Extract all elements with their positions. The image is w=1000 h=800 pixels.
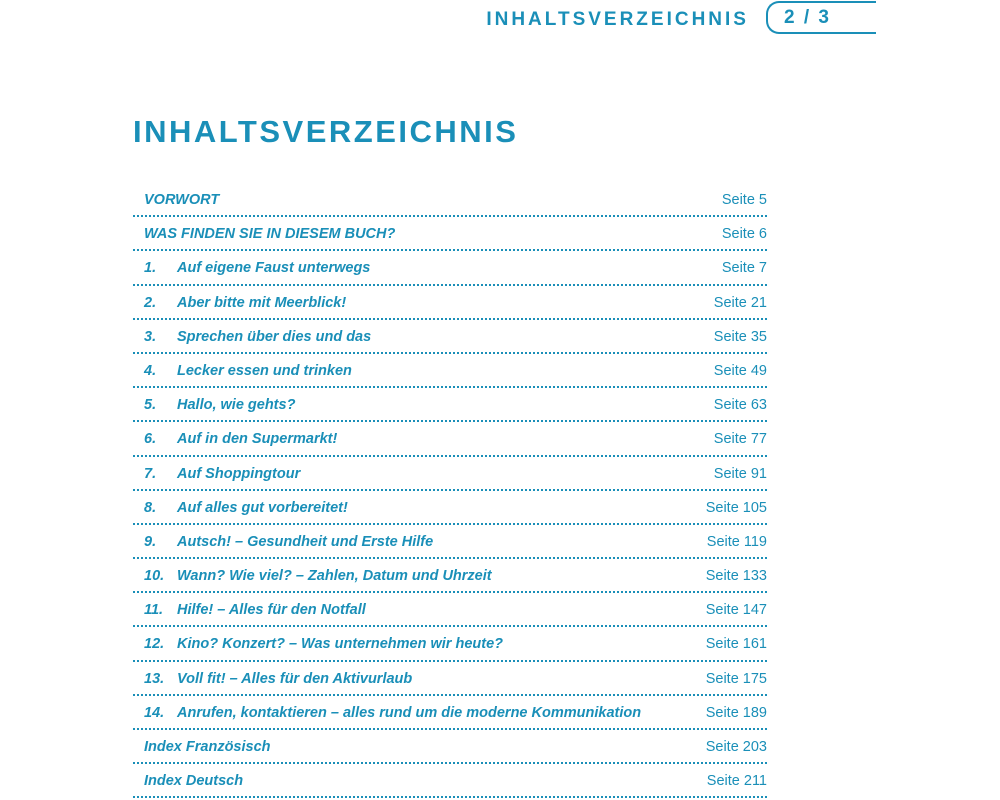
toc-entry[interactable]	[133, 525, 767, 559]
toc-entry[interactable]	[133, 764, 767, 798]
toc-entry-page: Seite 77	[713, 431, 767, 448]
toc-entry-page: Seite 211	[706, 773, 767, 790]
toc-entry-number: 10.	[144, 568, 165, 585]
toc-entry-title: Voll fit! – Alles für den Aktivurlaub	[177, 670, 413, 687]
toc-entry[interactable]	[133, 696, 767, 730]
toc-entry-title: Index Deutsch	[144, 773, 244, 790]
toc-entry-title: Anrufen, kontaktieren – alles rund um die moderne Kommunikation	[177, 704, 642, 721]
toc-entry-number: 4.	[144, 362, 157, 379]
toc-entry[interactable]	[133, 354, 767, 388]
toc-entry-number: 8.	[144, 499, 157, 516]
toc-entry-title: WAS FINDEN SIE IN DIESEM BUCH?	[144, 226, 396, 243]
toc-entry-number: 1.	[144, 260, 157, 277]
toc-entry-title: Auf alles gut vorbereitet!	[177, 499, 348, 516]
toc-entry[interactable]	[133, 730, 767, 764]
toc-entry-title: Wann? Wie viel? – Zahlen, Datum und Uhrzeit	[177, 568, 492, 585]
page-title: INHALTSVERZEICHNIS	[133, 114, 519, 149]
toc-entry-title: Autsch! – Gesundheit und Erste Hilfe	[177, 533, 434, 550]
toc-entry-page: Seite 119	[706, 533, 767, 550]
toc-entry-page: Seite 63	[713, 397, 767, 414]
toc-entry-number: 6.	[144, 431, 157, 448]
toc-entry[interactable]	[133, 457, 767, 491]
header-section-title: INHALTSVERZEICHNIS	[486, 9, 749, 30]
toc-entry-number: 5.	[144, 397, 157, 414]
toc-entry[interactable]	[133, 627, 767, 661]
toc-entry-title: VORWORT	[144, 192, 220, 208]
toc-entry-page: Seite 35	[713, 328, 767, 345]
toc-entry[interactable]	[133, 183, 767, 217]
toc-entry-title: Aber bitte mit Meerblick!	[177, 294, 347, 311]
toc-entry-number: 11.	[144, 602, 164, 619]
toc-entry-number: 13.	[144, 670, 165, 687]
page-header	[0, 2, 866, 40]
page-indicator: 2 / 3	[784, 7, 831, 28]
toc-entry[interactable]	[133, 491, 767, 525]
toc-entry[interactable]	[133, 388, 767, 422]
toc-entry-page: Seite 175	[705, 670, 767, 687]
table-of-contents	[133, 183, 767, 798]
toc-entry-page: Seite 6	[721, 226, 767, 243]
toc-entry-number: 14.	[144, 704, 165, 721]
toc-entry-number: 9.	[144, 533, 157, 550]
toc-entry-title: Index Französisch	[144, 739, 271, 755]
toc-entry-page: Seite 203	[705, 739, 767, 755]
toc-entry-page: Seite 189	[705, 704, 767, 721]
toc-entry-title: Lecker essen und trinken	[177, 362, 352, 379]
toc-entry-title: Hallo, wie gehts?	[177, 397, 296, 414]
toc-entry-number: 2.	[144, 294, 157, 311]
toc-entry-page: Seite 21	[713, 294, 767, 311]
toc-entry-page: Seite 49	[713, 362, 767, 379]
toc-entry-title: Auf Shoppingtour	[177, 465, 301, 482]
toc-entry[interactable]	[133, 662, 767, 696]
toc-entry[interactable]	[133, 593, 767, 627]
page-indicator-badge	[766, 1, 876, 34]
toc-entry[interactable]	[133, 217, 767, 251]
toc-entry[interactable]	[133, 422, 767, 456]
toc-entry-title: Auf in den Supermarkt!	[177, 431, 338, 448]
toc-entry-number: 3.	[144, 328, 157, 345]
toc-entry-title: Auf eigene Faust unterwegs	[177, 260, 371, 277]
toc-entry-title: Sprechen über dies und das	[177, 328, 372, 345]
toc-entry-number: 12.	[144, 636, 165, 653]
toc-entry[interactable]	[133, 251, 767, 285]
toc-entry-title: Kino? Konzert? – Was unternehmen wir heute?	[177, 636, 504, 653]
toc-entry-title: Hilfe! – Alles für den Notfall	[177, 602, 366, 619]
toc-entry-page: Seite 147	[705, 602, 767, 619]
toc-entry[interactable]	[133, 559, 767, 593]
toc-entry-page: Seite 133	[705, 568, 767, 585]
toc-entry-page: Seite 7	[721, 260, 767, 277]
toc-entry-page: Seite 105	[705, 499, 767, 516]
toc-entry[interactable]	[133, 286, 767, 320]
toc-entry-number: 7.	[144, 465, 157, 482]
toc-entry-page: Seite 91	[713, 465, 767, 482]
toc-entry[interactable]	[133, 320, 767, 354]
toc-entry-page: Seite 5	[721, 192, 767, 208]
toc-entry-page: Seite 161	[705, 636, 767, 653]
